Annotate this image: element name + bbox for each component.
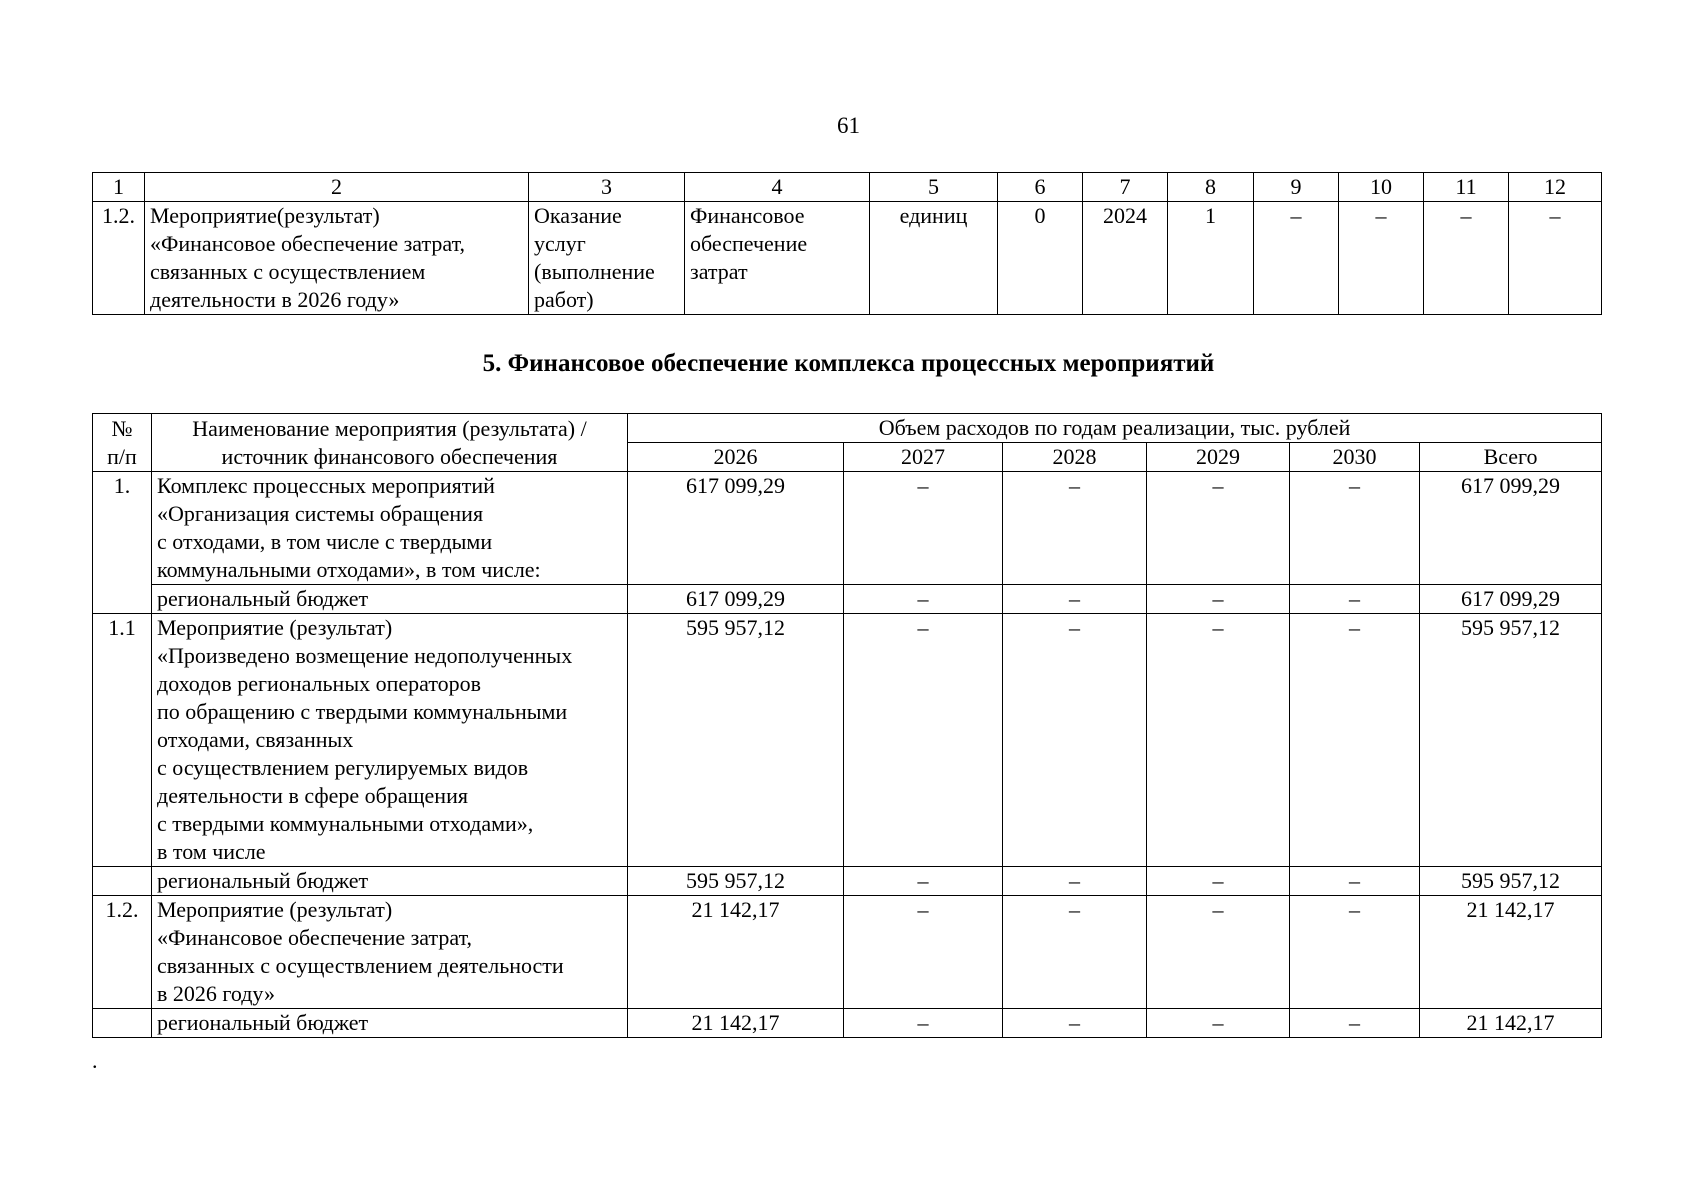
budget-row xyxy=(93,867,1602,896)
value-2026-cell: 1 xyxy=(1168,202,1254,315)
value-cell: – xyxy=(1147,614,1290,867)
empty-cell xyxy=(93,1009,152,1038)
total-cell: 595 957,12 xyxy=(1420,867,1602,896)
column-number-row xyxy=(93,173,1602,202)
budget-source: региональный бюджет xyxy=(152,1009,628,1038)
header-row xyxy=(93,414,1602,443)
value-2028-cell: – xyxy=(1339,202,1424,315)
empty-cell xyxy=(93,867,152,896)
column-number: 6 xyxy=(998,173,1083,202)
column-number: 12 xyxy=(1509,173,1602,202)
value-2027-cell: – xyxy=(1254,202,1339,315)
value-cell: 617 099,29 xyxy=(628,472,844,585)
value-cell: – xyxy=(1003,614,1147,867)
table-row xyxy=(93,472,1602,585)
base-value-cell: 0 xyxy=(998,202,1083,315)
budget-source: региональный бюджет xyxy=(152,867,628,896)
value-cell: 595 957,12 xyxy=(628,867,844,896)
value-cell: 617 099,29 xyxy=(628,585,844,614)
row-number: 1.1 xyxy=(93,614,152,867)
row-number: 1.2. xyxy=(93,202,145,315)
row-number: 1.2. xyxy=(93,896,152,1009)
value-cell: – xyxy=(1003,867,1147,896)
value-cell: – xyxy=(1003,472,1147,585)
value-cell: – xyxy=(1147,472,1290,585)
budget-source: региональный бюджет xyxy=(152,585,628,614)
measure-name: Комплекс процессных мероприятий «Организация системы обращения с отходами, в том числе с твердыми коммунальными отходами», в том числе: xyxy=(152,472,628,585)
header-total: Всего xyxy=(1420,443,1602,472)
section-title: 5. Финансовое обеспечение комплекса процессных мероприятий xyxy=(482,350,1215,377)
value-cell: – xyxy=(1290,585,1420,614)
total-cell: 21 142,17 xyxy=(1420,896,1602,1009)
header-number: № п/п xyxy=(93,414,152,472)
page-number: 61 xyxy=(837,113,860,138)
value-cell: – xyxy=(844,472,1003,585)
header-year: 2030 xyxy=(1290,443,1420,472)
total-cell: 617 099,29 xyxy=(1420,585,1602,614)
column-number: 2 xyxy=(145,173,529,202)
budget-row xyxy=(93,1009,1602,1038)
value-cell: – xyxy=(1147,1009,1290,1038)
value-cell: – xyxy=(844,867,1003,896)
measure-name: Мероприятие (результат) «Произведено возмещение недополученных доходов региональных операторов по обращению с твердыми коммунальными отходами, связанных с осуществлением регулируемых видов деятельности в сфере обращения с твердыми коммунальными отходами», в том числе xyxy=(152,614,628,867)
value-cell: 21 142,17 xyxy=(628,1009,844,1038)
value-cell: – xyxy=(1290,614,1420,867)
value-cell: – xyxy=(844,1009,1003,1038)
footnote-mark: . xyxy=(92,1048,98,1073)
value-cell: – xyxy=(844,896,1003,1009)
total-cell: 617 099,29 xyxy=(1420,472,1602,585)
column-number: 10 xyxy=(1339,173,1424,202)
total-cell: 595 957,12 xyxy=(1420,614,1602,867)
header-name: Наименование мероприятия (результата) / источник финансового обеспечения xyxy=(152,414,628,472)
base-year-cell: 2024 xyxy=(1083,202,1168,315)
column-number: 11 xyxy=(1424,173,1509,202)
column-number: 9 xyxy=(1254,173,1339,202)
column-number: 8 xyxy=(1168,173,1254,202)
header-year: 2027 xyxy=(844,443,1003,472)
total-cell: 21 142,17 xyxy=(1420,1009,1602,1038)
value-cell: – xyxy=(1003,585,1147,614)
measure-type: Оказание услуг (выполнение работ) xyxy=(529,202,685,315)
value-cell: – xyxy=(1290,472,1420,585)
table-row xyxy=(93,202,1602,315)
value-cell: – xyxy=(844,614,1003,867)
column-number: 1 xyxy=(93,173,145,202)
header-volume: Объем расходов по годам реализации, тыс. рублей xyxy=(628,414,1602,443)
value-cell: – xyxy=(1290,896,1420,1009)
indicators-table xyxy=(92,172,1602,315)
value-cell: – xyxy=(1290,1009,1420,1038)
value-cell: – xyxy=(1147,585,1290,614)
unit-cell: единиц xyxy=(870,202,998,315)
value-cell: – xyxy=(1147,867,1290,896)
budget-row xyxy=(93,585,1602,614)
row-number: 1. xyxy=(93,472,152,614)
header-year: 2028 xyxy=(1003,443,1147,472)
financing-table xyxy=(92,413,1602,1038)
measure-name: Мероприятие (результат) «Финансовое обеспечение затрат, связанных с осуществлением деятельности в 2026 году» xyxy=(152,896,628,1009)
header-year: 2029 xyxy=(1147,443,1290,472)
table-row xyxy=(93,896,1602,1009)
value-cell: – xyxy=(1003,896,1147,1009)
value-cell: – xyxy=(1003,1009,1147,1038)
table-row xyxy=(93,614,1602,867)
measure-characteristic: Финансовое обеспечение затрат xyxy=(685,202,870,315)
value-cell: – xyxy=(1290,867,1420,896)
column-number: 7 xyxy=(1083,173,1168,202)
measure-name: Мероприятие(результат) «Финансовое обеспечение затрат, связанных с осуществлением деятельности в 2026 году» xyxy=(145,202,529,315)
value-cell: 21 142,17 xyxy=(628,896,844,1009)
value-2030-cell: – xyxy=(1509,202,1602,315)
value-cell: – xyxy=(844,585,1003,614)
header-year: 2026 xyxy=(628,443,844,472)
value-2029-cell: – xyxy=(1424,202,1509,315)
value-cell: – xyxy=(1147,896,1290,1009)
column-number: 4 xyxy=(685,173,870,202)
value-cell: 595 957,12 xyxy=(628,614,844,867)
column-number: 3 xyxy=(529,173,685,202)
column-number: 5 xyxy=(870,173,998,202)
